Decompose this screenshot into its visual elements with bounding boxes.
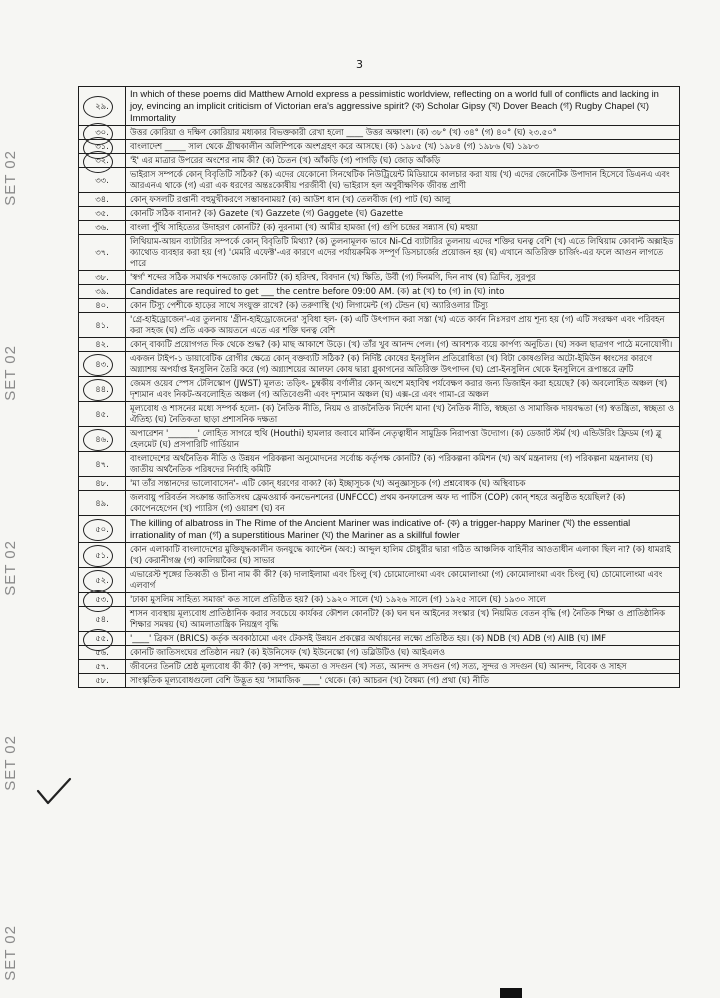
- question-number: ৪২.: [79, 338, 126, 352]
- question-row: [79, 352, 680, 377]
- question-row: [79, 126, 680, 140]
- question-row: [79, 452, 680, 477]
- page-edge-mark: [500, 988, 522, 998]
- question-text: জেমস ওয়েব স্পেস টেলিস্কোপ (JWST) মূলত: তড়িৎ- চুম্বকীয় বর্ণালীর কোন্ অংশে মহাবিশ্ব পর্যবেক্ষণ করার জন্য ডিজাইন করা হয়েছে? (ক) অবলোহিত অঞ্চল (খ) দৃশ্যমান এবং নিকট-অবলোহিত অঞ্চল (গ) অতিবেগুনী এবং দৃশ্যমান অঞ্চল (ঘ) এক্স-রে এবং গামা-রে অঞ্চল: [126, 377, 680, 402]
- question-number: ৪৪.: [79, 377, 126, 402]
- question-text: কোন্ ফসলটি রপ্তানী বহুমুখীকরণে সম্ভাবনাময়? (ক) আউশ ধান (খ) তেলবীজ (গ) পাট (ঘ) আলু: [126, 193, 680, 207]
- question-text: শাসন ব্যবস্থায় মূল্যবোধ প্রাতিষ্ঠানিক করার সবচেয়ে কার্যকর কৌশল কোনটি? (ক) ঘন ঘন আইনের সংস্কার (খ) নিয়মিত বেতন বৃদ্ধি (গ) নৈতিক শিক্ষা ও প্রাতিষ্ঠানিক শিক্ষার সমন্বয় (ঘ) আমলাতান্ত্রিক নিয়ন্ত্রণ বৃদ্ধি: [126, 607, 680, 632]
- question-number: ৪৭.: [79, 452, 126, 477]
- question-row: [79, 87, 680, 126]
- question-row: [79, 168, 680, 193]
- question-text: ভাইরাস সম্পর্কে কোন্ বিবৃতিটি সঠিক? (ক) এদের যেকোনো সিনথেটিক নিউট্রিয়েন্ট মিডিয়ামে কালচার করা যায় (খ) এদের জেনেটিক উপাদান হিসেবে ডিএনএ এবং আরএনএ থাকে (গ) এরা এক ধরণের অন্তঃকোষীয় পরজীবী (ঘ) ভাইরাস হল অণুবীক্ষণিক জীবন্ত প্রাণী: [126, 168, 680, 193]
- question-number: ৫৫.: [79, 632, 126, 646]
- question-text: কোন্ বাক্যটি প্রয়োগগত দিক থেকে শুদ্ধ? (ক) মাছ আকাশে উড়ে। (খ) তাঁর খুব আনন্দ পেল। (গ) আবশ্যক ব্যয়ে কার্পণ্য অনুচিত। (ঘ) সকল ছাত্রগণ পাঠে মনোযোগী।: [126, 338, 680, 352]
- question-number: ৩৮.: [79, 271, 126, 285]
- question-row: [79, 299, 680, 313]
- question-number: ৪৬.: [79, 427, 126, 452]
- question-row: [79, 632, 680, 646]
- question-number: ৫৪.: [79, 607, 126, 632]
- question-row: [79, 646, 680, 660]
- question-row: [79, 516, 680, 543]
- question-text: জলবায়ু পরিবর্তন সংক্রান্ত জাতিসংঘ ফ্রেমওয়ার্ক কনভেনশনের (UNFCCC) প্রথম কনফারেন্স অফ দ্য পার্টিস (COP) কোন্ শহরে অনুষ্ঠিত হয়েছিল? (ক) কোপেনহেগেন (খ) প্যারিস (গ) ওয়ারশ (ঘ) বন: [126, 491, 680, 516]
- question-number: ৫২.: [79, 568, 126, 593]
- question-number: ৩৯.: [79, 285, 126, 299]
- side-label: SET 02: [2, 735, 19, 791]
- question-row: [79, 660, 680, 674]
- question-text: অপারেশন '_______' লোহিত সাগরে হুথি (Houthi) হামলার জবাবে মার্কিন নেতৃত্বাধীন সামুদ্রিক নিরাপত্তা উদ্যোগ। (ক) ডেজার্ট স্টর্ম (খ) এন্ডিউরিং ফ্রিডম (গ) ব্লু হেলমেট (ঘ) প্রসপারিটি গার্ডিয়ান: [126, 427, 680, 452]
- side-label: SET 02: [2, 540, 19, 596]
- question-row: [79, 140, 680, 154]
- question-number: ৩৫.: [79, 207, 126, 221]
- question-text: 'মা তাঁর সন্তানদের ভালোবাসেন'- এটি কোন্ ধরণের বাক্য? (ক) ইচ্ছাসূচক (খ) অনুজ্ঞাসূচক (গ) প্রশ্নবোধক (ঘ) অস্থিবাচক: [126, 477, 680, 491]
- tick-mark-icon: [36, 777, 72, 809]
- question-text: 'ই' এর মাত্রার উপরের অংশের নাম কী? (ক) চৈতন (খ) আঁকড়ি (গ) পাগড়ি (ঘ) জোড় আঁকড়ি: [126, 154, 680, 168]
- question-row: [79, 477, 680, 491]
- question-text: একজন টাইপ-১ ডায়াবেটিক রোগীর ক্ষেত্রে কোন্ বক্তব্যটি সঠিক? (ক) নির্দিষ্ট কোষের ইনসুলিন প্রতিরোধিতা (খ) বিটা কোষগুলির অটো-ইমিউন ধ্বংসের কারণে অগ্ন্যাশয় অপর্যাপ্ত ইনসুলিন তৈরি করে (গ) অগ্ন্যাশয়ের আলফা কোষ দ্বারা গ্লুকাগনের অতিরিক্ত উৎপাদন (ঘ) প্রো-ইনসুলিন থেকে ইনসুলিনে রূপান্তরে ত্রুটি: [126, 352, 680, 377]
- question-number: ৩৭.: [79, 235, 126, 271]
- question-number: ৪৫.: [79, 402, 126, 427]
- question-row: [79, 235, 680, 271]
- question-number: ৩১.: [79, 140, 126, 154]
- question-row: [79, 402, 680, 427]
- question-text: কোন এলাকাটি বাংলাদেশের মুক্তিযুদ্ধকালীন জনযুদ্ধে ক্যাপ্টেন (অব:) আব্দুল হালিম চৌধুরীর দ্বারা গঠিত আঞ্চলিক বাহিনীর আওতাধীন এলাকা ছিল না? (ক) ধামরাই (খ) কেরানীগঞ্জ (গ) কালিয়াকৈর (ঘ) সাভার: [126, 543, 680, 568]
- question-number: ৩৪.: [79, 193, 126, 207]
- question-number: ৫০.: [79, 516, 126, 543]
- side-label: SET 02: [2, 345, 19, 401]
- question-text: জীবনের তিনটি শ্রেষ্ঠ মূল্যবোধ কী কী? (ক) সম্পদ, ক্ষমতা ও সদগুন (খ) সত্য, আনন্দ ও সদগুন (গ) সত্য, সুন্দর ও সদগুন (ঘ) আনন্দ, বিবেক ও সাহস: [126, 660, 680, 674]
- question-number: ৫৩.: [79, 593, 126, 607]
- question-row: [79, 154, 680, 168]
- side-label: SET 02: [2, 925, 19, 981]
- page-number: 3: [356, 58, 363, 71]
- question-number: ৪৮.: [79, 477, 126, 491]
- question-number: ৩৩.: [79, 168, 126, 193]
- question-row: [79, 568, 680, 593]
- question-table: [78, 86, 680, 688]
- question-text: বাংলাদেশ _____ সাল থেকে গ্রীষ্মকালীন অলিম্পিকে অংশগ্রহণ করে আসছে। (ক) ১৯৮৫ (খ) ১৯৮৪ (গ) ১৯৮৬ (ঘ) ১৯৮৩: [126, 140, 680, 154]
- question-row: [79, 271, 680, 285]
- question-row: [79, 221, 680, 235]
- question-row: [79, 338, 680, 352]
- question-text: 'ঢাকা মুসলিম সাহিত্য সমাজ' কত সালে প্রতিষ্ঠিত হয়? (ক) ১৯২০ সালে (খ) ১৯২৬ সালে (গ) ১৯২৫ সালে (ঘ) ১৯৩০ সালে: [126, 593, 680, 607]
- question-text: বাংলা পুঁথি সাহিত্যের উদাহরণ কোনটি? (ক) নুরনামা (খ) আমীর হামজা (গ) গুপি চন্দ্রের সন্ন্যাস (ঘ) মহুয়া: [126, 221, 680, 235]
- question-text: কোন টিস্যু পেশীকে হাড়ের সাথে সংযুক্ত রাখে? (ক) তরুণাস্থি (খ) লিগামেন্ট (গ) টেন্ডন (ঘ) অ্যারিওলার টিস্যু: [126, 299, 680, 313]
- question-text: কোনটি সঠিক বানান? (ক) Gazete (খ) Gazzete (গ) Gaggete (ঘ) Gazette: [126, 207, 680, 221]
- question-number: ৪০.: [79, 299, 126, 313]
- question-row: [79, 593, 680, 607]
- question-row: [79, 543, 680, 568]
- question-row: [79, 427, 680, 452]
- question-row: [79, 377, 680, 402]
- question-number: ৪৯.: [79, 491, 126, 516]
- question-number: ৪১.: [79, 313, 126, 338]
- question-number: ৩৬.: [79, 221, 126, 235]
- question-row: [79, 207, 680, 221]
- question-text: 'স্বর্গ' শব্দের সঠিক সমার্থক শব্দজোড় কোনটি? (ক) হরিদশ্ব, বিবদান (খ) ক্ষিতি, উর্বী (গ) দিনমণি, দিন নাথ (ঘ) ত্রিদিব, সুরপুর: [126, 271, 680, 285]
- question-text: এভারেস্ট শৃঙ্গের তিব্বতী ও চীনা নাম কী কী? (ক) দালাইলামা এবং চিংলু (খ) চোমোলোংমা এবং কোমোলাংমা (গ) কোমোলাংমা এবং চিংলু (ঘ) চোমোলোংমা এবং এলবার্গ: [126, 568, 680, 593]
- question-text: 'গ্রে-হাইড্রোজেন'-এর তুলনায় 'গ্রীন-হাইড্রোজেনের' সুবিধা হল- (ক) এটি উৎপাদন করা সস্তা (খ) এতে কার্বন নিঃসরণ প্রায় শূন্য হয় (গ) এটি সংরক্ষণ এবং পরিবহন করা সহজ (ঘ) প্রতি একক আয়তনে এতে এর শক্তি ঘনত্ব বেশি: [126, 313, 680, 338]
- question-number: ২৯.: [79, 87, 126, 126]
- question-text: In which of these poems did Matthew Arnold express a pessimistic worldview, reflecting on a world full of conflicts and lacking in joy, evincing an implicit criticism of Victorian era's aggressive spirit? (ক) Scholar Gipsy (খ) Dover Beach (গ) Rugby Chapel (ঘ) Immortality: [126, 87, 680, 126]
- question-row: [79, 491, 680, 516]
- question-row: [79, 313, 680, 338]
- side-label: SET 02: [2, 150, 19, 206]
- question-text: '____' ব্রিকস (BRICS) কর্তৃক অবকাঠামো এবং টেকসই উন্নয়ন প্রকল্পের অর্থায়নের লক্ষ্যে প্রতিষ্ঠিত হয়। (ক) NDB (খ) ADB (গ) AIIB (ঘ) IMF: [126, 632, 680, 646]
- question-number: ৫৭.: [79, 660, 126, 674]
- question-row: [79, 607, 680, 632]
- question-text: লিথিয়াম-আয়ন ব্যাটারির সম্পর্কে কোন্ বিবৃতিটি মিথ্যা? (ক) তুলনামূলক ভাবে Ni-Cd ব্যাটারির তুলনায় এদের শক্তির ঘনত্ব বেশি (খ) এতে লিথিয়াম কোবাল্ট অক্সাইড ক্যাথোড ব্যবহার করা হয় (গ) 'মেমরি এফেক্ট'-এর কারণে এদের পর্যায়ক্রমিক সম্পূর্ণ ডিসচার্জের প্রয়োজন হয় (ঘ) এখানে অতিরিক্ত চার্জিং-এর ফলে আগুন লাগতে পারে: [126, 235, 680, 271]
- question-number: ৫৮.: [79, 674, 126, 688]
- question-row: [79, 285, 680, 299]
- question-text: সাংস্কৃতিক মূল্যবোধগুলো বেশি উদ্ভূত হয় 'সামাজিক ____' থেকে। (ক) আচরন (খ) বৈষম্য (গ) প্রথা (ঘ) নীতি: [126, 674, 680, 688]
- question-text: Candidates are required to get ___ the centre before 09:00 AM. (ক) at (খ) to (গ) in (ঘ) into: [126, 285, 680, 299]
- question-number: ৫১.: [79, 543, 126, 568]
- question-text: The killing of albatross in The Rime of the Ancient Mariner was indicative of- (ক) a trigger-happy Mariner (খ) the essential irrationality of man (গ) a superstitious Mariner (ঘ) the Mariner as a skillful fowler: [126, 516, 680, 543]
- question-row: [79, 193, 680, 207]
- question-number: ৪৩.: [79, 352, 126, 377]
- question-row: [79, 674, 680, 688]
- question-text: কোনটি জাতিসংঘের প্রতিষ্ঠান নয়? (ক) ইউনিসেফ (খ) ইউনেস্কো (গ) ডব্লিউটিও (ঘ) আইএলও: [126, 646, 680, 660]
- question-text: উত্তর কোরিয়া ও দক্ষিণ কোরিয়ার মধ্যকার বিভক্তকারী রেখা হলো ____ উত্তর অক্ষাংশ। (ক) ৩৮° (খ) ৩৪° (গ) ৪০° (ঘ) ২৩.৫০°: [126, 126, 680, 140]
- question-number: ৩০.: [79, 126, 126, 140]
- question-number: ৫৬.: [79, 646, 126, 660]
- question-number: ৩২.: [79, 154, 126, 168]
- question-text: বাংলাদেশের অর্থনৈতিক নীতি ও উন্নয়ন পরিকল্পনা অনুমোদনের সর্বোচ্চ কর্তৃপক্ষ কোনটি? (ক) পরিকল্পনা কমিশন (খ) অর্থ মন্ত্রনালয় (গ) পরিকল্পনা মন্ত্রনালয় (ঘ) জাতীয় অর্থনৈতিক পরিষদের নির্বাহি কমিটি: [126, 452, 680, 477]
- question-text: মূল্যবোধ ও শাসনের মধ্যে সম্পর্ক হলো- (ক) নৈতিক নীতি, নিয়ম ও রাজনৈতিক নির্দেশ মানা (খ) নৈতিক নীতি, স্বচ্ছতা ও সামাজিক দায়বদ্ধতা (গ) স্বতন্ত্রিতা, স্বচ্ছতা ও ঐতিহ্য (ঘ) নৈতিকতা ছাড়া প্রশাসনিক দক্ষতা: [126, 402, 680, 427]
